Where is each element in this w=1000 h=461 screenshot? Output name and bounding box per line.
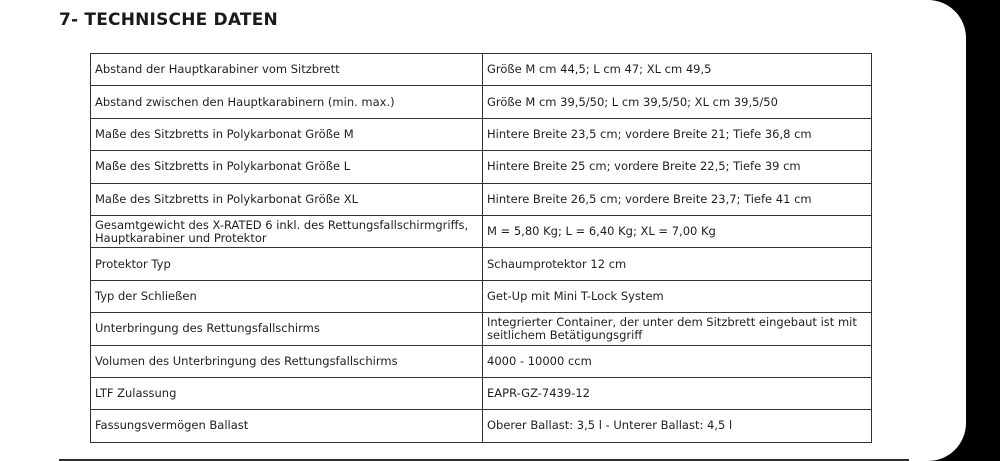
section-heading: 7- TECHNISCHE DATEN: [59, 10, 278, 30]
spec-value: Integrierter Container, der unter dem Sitzbrett eingebaut ist mit seitlichem Betätigungsgriff: [483, 313, 872, 345]
spec-label: Abstand zwischen den Hauptkarabinern (min. max.): [91, 86, 483, 118]
table-row: [91, 410, 872, 442]
table-row: [91, 118, 872, 150]
spec-value: Get-Up mit Mini T-Lock System: [483, 280, 872, 312]
spec-label: Abstand der Hauptkarabiner vom Sitzbrett: [91, 54, 483, 86]
spec-value: 4000 - 10000 ccm: [483, 345, 872, 377]
table-row: [91, 313, 872, 345]
spec-value: Hintere Breite 25 cm; vordere Breite 22,5; Tiefe 39 cm: [483, 151, 872, 183]
table-row: [91, 86, 872, 118]
spec-label: Volumen des Unterbringung des Rettungsfallschirms: [91, 345, 483, 377]
table-row: [91, 215, 872, 247]
spec-label: LTF Zulassung: [91, 377, 483, 409]
table-row: [91, 345, 872, 377]
table-row: [91, 248, 872, 280]
technical-data-table: [90, 53, 872, 443]
spec-value: Hintere Breite 23,5 cm; vordere Breite 21; Tiefe 36,8 cm: [483, 118, 872, 150]
table-row: [91, 54, 872, 86]
spec-value: Größe M cm 39,5/50; L cm 39,5/50; XL cm 39,5/50: [483, 86, 872, 118]
spec-value: Größe M cm 44,5; L cm 47; XL cm 49,5: [483, 54, 872, 86]
spec-value: EAPR-GZ-7439-12: [483, 377, 872, 409]
spec-value: Hintere Breite 26,5 cm; vordere Breite 23,7; Tiefe 41 cm: [483, 183, 872, 215]
spec-label: Fassungsvermögen Ballast: [91, 410, 483, 442]
spec-value: Oberer Ballast: 3,5 l - Unterer Ballast: 4,5 l: [483, 410, 872, 442]
table-row: [91, 280, 872, 312]
spec-label: Protektor Typ: [91, 248, 483, 280]
spec-label: Typ der Schließen: [91, 280, 483, 312]
spec-label: Unterbringung des Rettungsfallschirms: [91, 313, 483, 345]
spec-label: Maße des Sitzbretts in Polykarbonat Größe M: [91, 118, 483, 150]
table-row: [91, 377, 872, 409]
table-row: [91, 151, 872, 183]
spec-label: Gesamtgewicht des X-RATED 6 inkl. des Rettungsfallschirmgriffs, Hauptkarabiner und Protektor: [91, 215, 483, 247]
spec-label: Maße des Sitzbretts in Polykarbonat Größe L: [91, 151, 483, 183]
table-row: [91, 183, 872, 215]
spec-label: Maße des Sitzbretts in Polykarbonat Größe XL: [91, 183, 483, 215]
spec-value: M = 5,80 Kg; L = 6,40 Kg; XL = 7,00 Kg: [483, 215, 872, 247]
spec-value: Schaumprotektor 12 cm: [483, 248, 872, 280]
